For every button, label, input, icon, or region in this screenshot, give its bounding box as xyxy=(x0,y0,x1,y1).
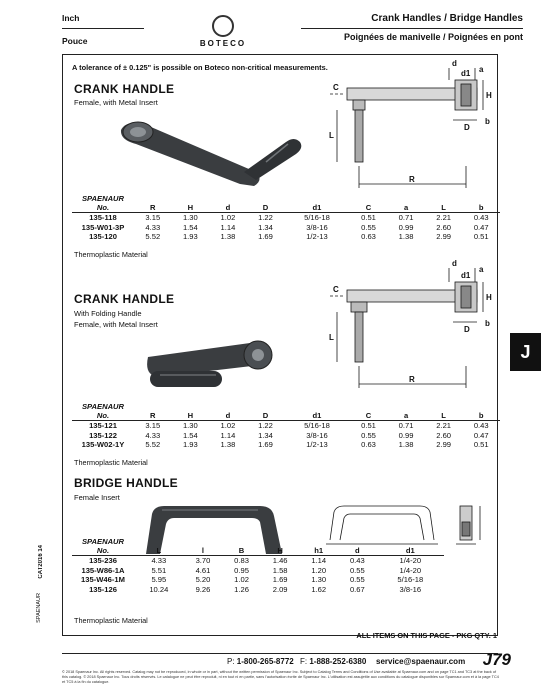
table-cell: 1.22 xyxy=(247,213,285,223)
table-cell: 0.71 xyxy=(387,213,425,223)
column-header: d1 xyxy=(312,203,322,212)
table-cell: 0.63 xyxy=(361,440,376,449)
crank-handle-diagram-1 xyxy=(325,58,495,198)
table-cell: 1.30 xyxy=(172,213,210,223)
title-french: Poignées de manivelle / Poignées en pont xyxy=(343,32,523,42)
side-brand-mark: SPAENAUR xyxy=(36,593,42,623)
units-pouce: Pouce xyxy=(62,35,88,46)
column-header xyxy=(72,194,134,213)
column-header: R xyxy=(150,203,156,212)
column-header: C xyxy=(365,411,372,420)
part-number: 135-W02-1Y xyxy=(81,440,125,449)
table-cell: 0.99 xyxy=(398,430,414,440)
dim-label-d: d xyxy=(452,259,457,268)
column-header: L xyxy=(441,411,446,420)
table-cell: 0.51 xyxy=(473,232,489,241)
logo-text: BOTECO xyxy=(199,39,247,48)
table-cell: 2.21 xyxy=(425,421,463,431)
table-cell: 4.61 xyxy=(195,565,211,575)
fax-number: 1-888-252-6380 xyxy=(309,657,367,666)
spec-table-1 xyxy=(72,194,500,242)
logo-circle-icon xyxy=(212,15,234,37)
table-row xyxy=(72,585,444,595)
table-row xyxy=(72,440,500,450)
column-header: L xyxy=(156,546,162,555)
dim-label-h: H xyxy=(486,91,492,100)
dim-label-a: a xyxy=(479,65,484,74)
boteco-logo xyxy=(178,15,268,48)
table-cell: 0.55 xyxy=(361,430,376,440)
table-cell: 2.99 xyxy=(436,232,452,241)
table-cell: 1/4-20 xyxy=(377,556,444,566)
table-cell: 1/2-13 xyxy=(306,232,328,241)
table-cell: 0.47 xyxy=(473,222,489,232)
phone-label: P: xyxy=(227,657,235,666)
footer-email-link[interactable]: service@spaenaur.com xyxy=(376,657,466,666)
table-cell: 1/4-20 xyxy=(399,565,422,575)
table-cell: 0.55 xyxy=(361,222,376,232)
catalog-code: CAT2016 14 xyxy=(38,545,44,579)
table-cell: 1.38 xyxy=(220,232,236,241)
table-cell: 5.52 xyxy=(145,440,161,449)
dim-label-b: b xyxy=(485,319,490,328)
material-note-3: Thermoplastic Material xyxy=(74,616,148,625)
table-cell: 0.63 xyxy=(361,232,376,241)
dim-label-r: R xyxy=(409,375,415,384)
phone-number[interactable]: 1-800-265-8772 xyxy=(236,657,294,666)
table-cell: 1.69 xyxy=(258,440,273,449)
dim-label-c: C xyxy=(333,285,339,294)
table-cell: 1.30 xyxy=(172,421,210,431)
header-title xyxy=(344,14,523,42)
table-cell: 0.47 xyxy=(473,430,489,440)
spec-table-2 xyxy=(72,402,500,450)
fax-label: F: xyxy=(300,657,308,666)
table-cell: 1.46 xyxy=(261,556,300,566)
column-header: d1 xyxy=(312,411,322,420)
table-cell: 0.67 xyxy=(349,584,365,594)
part-number: 135-126 xyxy=(89,584,117,594)
column-header: H xyxy=(277,546,283,555)
dim-label-h: H xyxy=(486,293,492,302)
dim-label-d1: d1 xyxy=(461,69,471,78)
table-cell: 1.02 xyxy=(234,575,249,584)
table-row xyxy=(72,223,500,233)
dim-label-a: a xyxy=(479,265,484,274)
table-cell: 3/8-16 xyxy=(306,430,328,440)
footer-fax xyxy=(300,657,366,666)
dim-label-d1: d1 xyxy=(461,271,471,280)
header-units xyxy=(62,14,88,45)
table-cell: 1.69 xyxy=(272,575,288,584)
table-row xyxy=(72,566,444,576)
table-cell: 4.33 xyxy=(145,430,161,440)
header-rule-left xyxy=(62,28,144,29)
table-cell: 1.38 xyxy=(398,232,414,241)
part-number: 135-120 xyxy=(89,232,117,241)
table-row xyxy=(72,431,500,441)
table-cell: 2.60 xyxy=(436,222,452,232)
dim-label-d: d xyxy=(452,59,457,68)
column-header xyxy=(72,537,134,556)
table-cell: 1.38 xyxy=(398,440,414,449)
table-cell: 0.51 xyxy=(350,421,388,431)
column-header: B xyxy=(238,546,245,555)
section-3-subtitle xyxy=(74,492,120,503)
table-cell: 3/8-16 xyxy=(399,584,422,594)
dim-label-big-d: D xyxy=(464,325,470,334)
table-cell: 9.26 xyxy=(195,584,211,594)
title-english: Crank Handles / Bridge Handles xyxy=(371,13,523,24)
table-cell: 1.34 xyxy=(258,222,273,232)
column-header: D xyxy=(262,411,269,420)
table-cell: 0.83 xyxy=(222,556,261,566)
column-header: a xyxy=(403,411,409,420)
table-cell: 1.26 xyxy=(234,584,249,594)
column-header: L xyxy=(441,203,446,212)
part-number: 135-118 xyxy=(72,213,134,223)
part-number: 135-236 xyxy=(72,556,134,566)
section-1-subtitle xyxy=(74,97,158,108)
part-number: 135-W86-1A xyxy=(81,565,125,575)
column-header-line: SPAENAUR xyxy=(81,537,125,546)
table-cell: 5.20 xyxy=(195,575,211,584)
dim-label-l: L xyxy=(329,131,334,140)
table-cell: 5/16-18 xyxy=(284,421,349,431)
table-cell: 0.43 xyxy=(462,421,500,431)
dim-label-c: C xyxy=(333,83,339,92)
table-cell: 1.93 xyxy=(182,232,198,241)
column-header: a xyxy=(403,203,409,212)
table-cell: 1/2-13 xyxy=(306,440,328,449)
table-cell: 2.60 xyxy=(436,430,452,440)
table-row xyxy=(72,556,444,566)
table-cell: 1.93 xyxy=(182,440,198,449)
table-cell: 0.95 xyxy=(234,565,249,575)
table-cell: 1.02 xyxy=(209,421,247,431)
footer-phone xyxy=(227,657,294,666)
table-cell: 3.15 xyxy=(134,421,172,431)
part-number: 135-W01-3P xyxy=(81,222,125,232)
table-cell: 5.52 xyxy=(145,232,161,241)
table-cell: 1.14 xyxy=(220,430,236,440)
table-cell: 1.34 xyxy=(258,430,273,440)
table-cell: 2.99 xyxy=(436,440,452,449)
table-header-row xyxy=(72,402,500,421)
footer-rule xyxy=(62,653,498,654)
material-note-2: Thermoplastic Material xyxy=(74,458,148,467)
crank-handle-diagram-2 xyxy=(325,258,495,396)
column-header: l xyxy=(201,546,205,555)
column-header: b xyxy=(478,203,484,212)
table-row xyxy=(72,232,500,242)
table-row xyxy=(72,575,444,585)
table-cell: 0.71 xyxy=(387,421,425,431)
table-cell: 4.33 xyxy=(145,222,161,232)
table-header-row xyxy=(72,537,444,556)
table-cell: 5.95 xyxy=(151,575,167,584)
section-2-subtitle-line: With Folding Handle xyxy=(74,309,142,318)
page-number: J79 xyxy=(482,650,511,669)
table-cell: 0.43 xyxy=(462,213,500,223)
table-cell: 1.38 xyxy=(220,440,236,449)
section-2-subtitle xyxy=(74,308,158,330)
table-cell: 0.51 xyxy=(473,440,489,449)
table-cell: 0.55 xyxy=(349,565,365,575)
table-cell: 1.02 xyxy=(209,213,247,223)
tolerance-note: A tolerance of ± 0.125" is possible on Boteco non-critical measurements. xyxy=(72,63,328,72)
column-header: H xyxy=(187,203,194,212)
column-header: h1 xyxy=(314,546,324,555)
legal-notice: © 2018 Spaenaur Inc. All rights reserved. Catalog may not be reproduced, in whole or in part, without the written permission of Spaenaur Inc. Subject to Catalog Terms and Conditions of Use available at Spaenaur.com and on page TC1 and TC3 at the back of this catalog. © 2018 Spaenaur Inc. Tous droits réservés. Le catalogue ne peut être reproduit, ni en tout ni en partie, sans l'autorisation écrite de Spaenaur Inc. L'utilisation est assujettie aux conditions du catalogue disponibles sur Spaenaur.com et à la page TC4 et TC5 à la fin du catalogue. xyxy=(62,670,499,684)
package-quantity-note: ALL ITEMS ON THIS PAGE - PKG QTY. 1 xyxy=(356,631,497,640)
section-3-subtitle-line: Female Insert xyxy=(74,493,120,502)
table-cell: 4.33 xyxy=(134,556,184,566)
table-cell: 0.51 xyxy=(350,213,388,223)
part-number: 135-121 xyxy=(72,421,134,431)
column-header-line: SPAENAUR xyxy=(81,402,125,411)
table-cell: 0.99 xyxy=(398,222,414,232)
dim-label-big-d: D xyxy=(464,123,470,132)
table-cell: 1.54 xyxy=(182,222,198,232)
table-cell: 5/16-18 xyxy=(284,213,349,223)
section-2-title: CRANK HANDLE xyxy=(74,292,175,306)
table-cell: 2.09 xyxy=(272,584,288,594)
header-rule-right xyxy=(301,28,523,29)
section-2-subtitle-line: Female, with Metal Insert xyxy=(74,320,158,329)
table-row xyxy=(72,213,500,223)
table-cell: 1.58 xyxy=(272,565,288,575)
column-header xyxy=(72,402,134,421)
table-cell: 1.62 xyxy=(311,584,327,594)
column-header: d1 xyxy=(405,546,415,555)
table-cell: 2.21 xyxy=(425,213,463,223)
table-cell: 0.55 xyxy=(349,575,365,584)
table-row xyxy=(72,421,500,431)
units-inch: Inch xyxy=(62,13,80,23)
table-cell: 0.43 xyxy=(338,556,377,566)
material-note-1: Thermoplastic Material xyxy=(74,250,148,259)
column-header: b xyxy=(478,411,484,420)
table-cell: 3/8-16 xyxy=(306,222,328,232)
spec-table-3 xyxy=(72,537,444,594)
column-header: d xyxy=(225,411,231,420)
table-cell: 1.69 xyxy=(258,232,273,241)
section-1-title: CRANK HANDLE xyxy=(74,82,175,96)
table-cell: 10.24 xyxy=(149,584,169,594)
dim-label-l: L xyxy=(329,333,334,342)
dim-label-b: b xyxy=(485,117,490,126)
section-3-title: BRIDGE HANDLE xyxy=(74,476,178,490)
column-header: R xyxy=(150,411,156,420)
column-header: d xyxy=(225,203,231,212)
folding-crank-handle-photo xyxy=(140,335,290,395)
table-cell: 5/16-18 xyxy=(397,575,424,584)
table-header-row xyxy=(72,194,500,213)
column-header-line: No. xyxy=(96,546,110,555)
table-cell: 1.22 xyxy=(247,421,285,431)
part-number: 135-122 xyxy=(89,430,117,440)
column-header: D xyxy=(262,203,269,212)
section-1-subtitle-line: Female, with Metal Insert xyxy=(74,98,158,107)
column-header: H xyxy=(187,411,194,420)
dim-label-r: R xyxy=(409,175,415,184)
table-cell: 1.30 xyxy=(311,575,327,584)
table-cell: 1.54 xyxy=(182,430,198,440)
column-header-line: No. xyxy=(96,203,110,212)
column-header: d xyxy=(355,546,360,555)
column-header-line: SPAENAUR xyxy=(81,194,125,203)
section-tab-j[interactable]: J xyxy=(510,333,541,371)
table-cell: 1.14 xyxy=(220,222,236,232)
column-header: C xyxy=(365,203,372,212)
table-cell: 3.70 xyxy=(184,556,223,566)
table-cell: 3.15 xyxy=(134,213,172,223)
table-cell: 1.20 xyxy=(311,565,327,575)
table-cell: 1.14 xyxy=(299,556,338,566)
table-cell: 5.51 xyxy=(151,565,167,575)
column-header-line: No. xyxy=(96,411,110,420)
part-number: 135-W46-1M xyxy=(81,575,125,584)
crank-handle-photo xyxy=(116,114,316,192)
